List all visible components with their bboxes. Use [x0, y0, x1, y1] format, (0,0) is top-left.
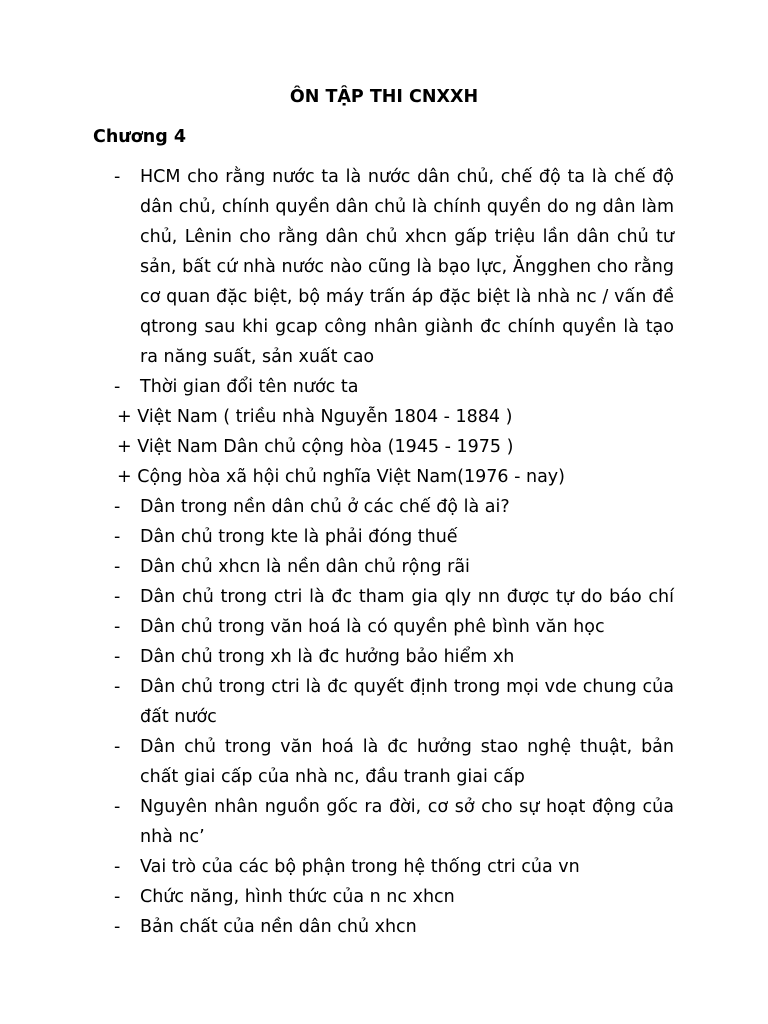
- bullet-dash: -: [114, 377, 121, 397]
- bullet-dash: -: [114, 677, 121, 697]
- list-item-text: Dân trong nền dân chủ ở các chế độ là ai?: [140, 497, 510, 517]
- list-item: [0, 162, 768, 372]
- list-item: [0, 792, 768, 852]
- list-item: [0, 582, 768, 612]
- bullet-dash: -: [114, 737, 121, 757]
- bullet-dash: -: [114, 647, 121, 667]
- bullet-dash: -: [114, 797, 121, 817]
- list-item-text: Dân chủ trong ctri là đc tham gia qly nn được tự do báo chí: [140, 587, 674, 607]
- list-item: [0, 642, 768, 672]
- list-item: [0, 492, 768, 522]
- bullet-dash: -: [114, 497, 121, 517]
- list-item: [0, 612, 768, 642]
- sub-list-item: + Việt Nam ( triều nhà Nguyễn 1804 - 1884 ): [117, 407, 513, 427]
- sub-list-item: + Cộng hòa xã hội chủ nghĩa Việt Nam(1976 - nay): [117, 467, 565, 487]
- list-item-text: Thời gian đổi tên nước ta: [140, 377, 359, 397]
- list-item-text: HCM cho rằng nước ta là nước dân chủ, chế độ ta là chế độ dân chủ, chính quyền dân chủ là chính quyền do ng dân làm chủ, Lênin cho rằng dân chủ xhcn gấp triệu lần dân chủ tư sản, bất cứ nhà nước nào cũng là bạo lực, Ăngghen cho rằng cơ quan đặc biệt, bộ máy trấn áp đặc biệt là nhà nc / vấn đề qtrong sau khi gcap công nhân giành đc chính quyền là tạo ra năng suất, sản xuất cao: [140, 167, 674, 367]
- list-item-text: Bản chất của nền dân chủ xhcn: [140, 917, 417, 937]
- bullet-dash: -: [114, 917, 121, 937]
- list-item: [0, 372, 768, 402]
- bullet-dash: -: [114, 587, 121, 607]
- list-item: [0, 882, 768, 912]
- list-item-text: Dân chủ trong ctri là đc quyết định trong mọi vde chung của đất nước: [140, 677, 674, 727]
- list-item: [0, 522, 768, 552]
- list-item: [0, 912, 768, 942]
- list-item: [0, 672, 768, 732]
- list-item-text: Dân chủ xhcn là nền dân chủ rộng rãi: [140, 557, 470, 577]
- bullet-dash: -: [114, 857, 121, 877]
- bullet-dash: -: [114, 887, 121, 907]
- bullet-dash: -: [114, 617, 121, 637]
- list-item-text: Dân chủ trong kte là phải đóng thuế: [140, 527, 458, 547]
- list-item-text: Dân chủ trong xh là đc hưởng bảo hiểm xh: [140, 647, 515, 667]
- list-item-text: Chức năng, hình thức của n nc xhcn: [140, 887, 455, 907]
- list-item: [0, 552, 768, 582]
- document-body: [0, 162, 768, 942]
- sub-list-item: + Việt Nam Dân chủ cộng hòa (1945 - 1975 ): [117, 437, 514, 457]
- bullet-dash: -: [114, 527, 121, 547]
- list-item-text: Dân chủ trong văn hoá là có quyền phê bình văn học: [140, 617, 605, 637]
- list-item-text: Vai trò của các bộ phận trong hệ thống ctri của vn: [140, 857, 580, 877]
- bullet-dash: -: [114, 167, 121, 187]
- list-item: [0, 732, 768, 792]
- document-title: ÔN TẬP THI CNXXH: [289, 87, 479, 107]
- list-item-text: Nguyên nhân nguồn gốc ra đời, cơ sở cho sự hoạt động của nhà nc’: [140, 797, 674, 847]
- list-item-text: Dân chủ trong văn hoá là đc hưởng stao nghệ thuật, bản chất giai cấp của nhà nc, đầu tranh giai cấp: [140, 737, 674, 787]
- bullet-dash: -: [114, 557, 121, 577]
- list-item: [0, 852, 768, 882]
- chapter-heading: Chương 4: [93, 127, 187, 147]
